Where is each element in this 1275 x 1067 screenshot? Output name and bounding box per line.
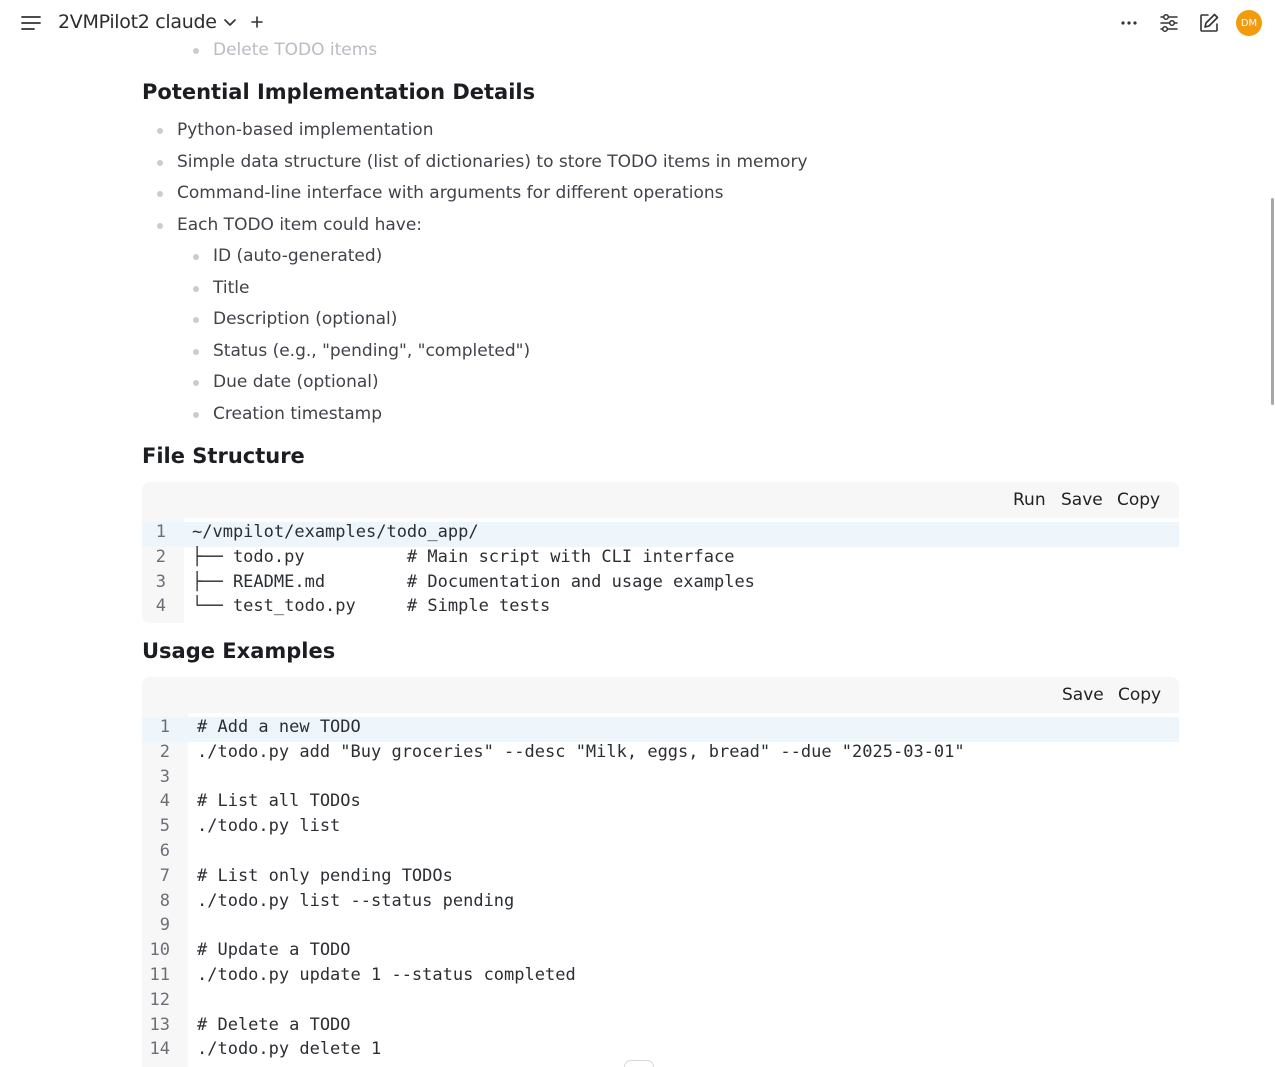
code-line bbox=[142, 547, 1179, 572]
code-text: ./todo.py delete 1 bbox=[197, 1039, 382, 1060]
code-line bbox=[142, 816, 1179, 841]
code-text: ./todo.py list --status pending bbox=[197, 890, 515, 911]
section-heading-file-structure: File Structure bbox=[142, 444, 305, 468]
avatar-initials: DM bbox=[1240, 17, 1258, 29]
code-line bbox=[142, 572, 1179, 597]
code-line bbox=[142, 791, 1179, 816]
bullet bbox=[157, 191, 163, 197]
save-button[interactable]: Save bbox=[1061, 490, 1103, 510]
code-line bbox=[142, 940, 1179, 965]
sub-list-item: Status (e.g., "pending", "completed") bbox=[213, 341, 531, 361]
list-item: Simple data structure (list of dictionaries) to store TODO items in memory bbox=[177, 152, 808, 172]
bullet bbox=[157, 128, 163, 134]
more-options-icon[interactable] bbox=[1118, 12, 1140, 34]
code-body[interactable] bbox=[142, 518, 1179, 623]
line-number: 4 bbox=[155, 596, 166, 617]
code-toolbar bbox=[142, 482, 1179, 518]
copy-button[interactable]: Copy bbox=[1117, 490, 1161, 510]
sub-list-item: Creation timestamp bbox=[213, 404, 383, 424]
code-text: # List all TODOs bbox=[197, 791, 361, 812]
bullet bbox=[193, 412, 199, 418]
code-text: └── test_todo.py # Simple tests bbox=[192, 596, 551, 617]
line-number: 10 bbox=[149, 940, 170, 961]
code-text: ~/vmpilot/examples/todo_app/ bbox=[192, 522, 479, 542]
scroll-down-handle[interactable] bbox=[624, 1060, 654, 1067]
line-number: 7 bbox=[159, 865, 170, 886]
code-text: ./todo.py add "Buy groceries" --desc "Milk, eggs, bread" --due "2025-03-01" bbox=[197, 741, 965, 762]
code-text: ├── README.md # Documentation and usage examples bbox=[192, 571, 755, 592]
chat-title[interactable]: 2VMPilot2 claude bbox=[58, 11, 217, 33]
line-number: 11 bbox=[149, 965, 170, 985]
code-block-file-structure bbox=[142, 482, 1179, 623]
user-avatar[interactable] bbox=[1236, 10, 1262, 36]
code-line bbox=[142, 965, 1179, 990]
line-number: 6 bbox=[159, 841, 170, 861]
code-body[interactable] bbox=[142, 713, 1179, 1067]
code-text: # Add a new TODO bbox=[197, 717, 361, 737]
line-number: 2 bbox=[155, 546, 166, 567]
list-item: Each TODO item could have: bbox=[177, 215, 423, 235]
run-button[interactable]: Run bbox=[1013, 490, 1046, 510]
code-line bbox=[142, 866, 1179, 891]
bullet bbox=[193, 317, 199, 323]
code-line bbox=[142, 1015, 1179, 1040]
bullet bbox=[193, 48, 199, 54]
line-number: 1 bbox=[155, 522, 166, 542]
ghost-line-delete: Delete TODO items bbox=[213, 40, 378, 60]
code-text: ./todo.py update 1 --status completed bbox=[197, 965, 576, 985]
code-block-usage bbox=[142, 677, 1179, 1067]
section-heading-implementation: Potential Implementation Details bbox=[142, 80, 536, 104]
line-number: 14 bbox=[149, 1039, 170, 1060]
list-item: Command-line interface with arguments for different operations bbox=[177, 183, 724, 203]
save-button[interactable]: Save bbox=[1062, 685, 1104, 705]
line-number: 3 bbox=[155, 571, 166, 592]
line-number: 1 bbox=[159, 717, 170, 737]
scrollbar-thumb[interactable] bbox=[1271, 198, 1274, 405]
code-line bbox=[142, 522, 1179, 547]
sub-list-item: ID (auto-generated) bbox=[213, 246, 383, 266]
list-item: Python-based implementation bbox=[177, 120, 434, 140]
code-line bbox=[142, 915, 1179, 940]
code-line bbox=[142, 596, 1179, 621]
bullet bbox=[157, 223, 163, 229]
sub-list-item: Title bbox=[213, 278, 250, 298]
copy-button[interactable]: Copy bbox=[1118, 685, 1162, 705]
page-scrollbar[interactable] bbox=[1269, 0, 1275, 1067]
code-line bbox=[142, 742, 1179, 767]
code-line bbox=[142, 891, 1179, 916]
code-toolbar bbox=[142, 677, 1179, 713]
bullet bbox=[193, 349, 199, 355]
code-line bbox=[142, 717, 1179, 742]
bullet bbox=[193, 286, 199, 292]
line-number: 12 bbox=[149, 989, 170, 1010]
line-number: 2 bbox=[159, 741, 170, 762]
code-line bbox=[142, 767, 1179, 792]
section-heading-usage: Usage Examples bbox=[142, 639, 336, 663]
code-text: # List only pending TODOs bbox=[197, 865, 453, 886]
bullet bbox=[193, 380, 199, 386]
edit-pencil-icon[interactable] bbox=[1198, 12, 1220, 34]
code-text: # Update a TODO bbox=[197, 940, 351, 961]
line-number: 8 bbox=[159, 890, 170, 911]
top-bar bbox=[0, 0, 1275, 46]
sidebar-menu-icon[interactable] bbox=[20, 12, 42, 34]
bullet bbox=[193, 254, 199, 260]
code-line bbox=[142, 841, 1179, 866]
line-number: 3 bbox=[159, 766, 170, 787]
sub-list-item: Due date (optional) bbox=[213, 372, 379, 392]
chevron-down-icon[interactable] bbox=[222, 14, 238, 30]
sub-list-item: Description (optional) bbox=[213, 309, 398, 329]
line-number: 4 bbox=[159, 791, 170, 812]
code-line bbox=[142, 990, 1179, 1015]
line-number: 5 bbox=[159, 816, 170, 837]
bullet bbox=[157, 160, 163, 166]
code-text: # Delete a TODO bbox=[197, 1014, 351, 1035]
line-number: 13 bbox=[149, 1014, 170, 1035]
code-text: ./todo.py list bbox=[197, 816, 341, 837]
code-text: ├── todo.py # Main script with CLI interface bbox=[192, 546, 735, 567]
line-number: 9 bbox=[159, 915, 170, 936]
code-line bbox=[142, 1039, 1179, 1064]
new-chat-plus-icon[interactable] bbox=[248, 13, 266, 31]
controls-sliders-icon[interactable] bbox=[1158, 12, 1180, 34]
